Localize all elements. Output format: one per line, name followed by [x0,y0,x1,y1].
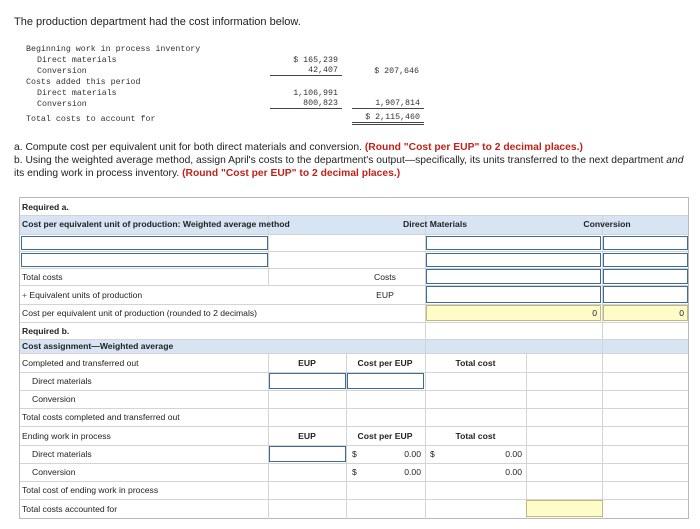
ewip-conv-total: 0.00 [505,467,522,477]
section-b-title: Cost assignment—Weighted average [22,341,174,351]
intro-text: The production department had the cost information below. [14,16,301,28]
bwip-dm-value: $ 165,239 [293,56,338,65]
conversion-column-header: Conversion [583,219,631,229]
instruction-b-rounding: (Round "Cost per EUP" to 2 decimal places.) [182,168,401,179]
bwip-dm-label: Direct materials [37,56,117,65]
dm-total-costs-input[interactable] [426,269,601,284]
completed-dm-label: Direct materials [32,376,92,386]
ewip-dm-label: Direct materials [32,449,92,459]
eup-row-label [22,290,142,301]
ending-wip-label: Ending work in process [22,431,111,441]
conv-blank-input-2[interactable] [603,253,688,267]
instructions [14,141,694,180]
completed-dm-cost-per-eup-input[interactable] [347,373,424,389]
ewip-total-cost-column-header: Total cost [455,431,496,441]
ewip-conv-cost-per-eup: 0.00 [404,467,421,477]
total-costs-label: Total costs to account for [26,115,156,124]
cost-per-eup-row-label: Cost per equivalent unit of production (rounded to 2 decimals) [22,308,258,318]
total-costs-row-label: Total costs [22,272,63,282]
instruction-b-part1: b. Using the weighted average method, assign April's costs to the department's output—specifically, its units transferred to the next department [14,155,664,166]
instruction-b-and: and [666,155,684,166]
total-costs-value: $ 2,115,460 [352,113,424,125]
dm-costs-label: Costs [374,272,396,282]
required-b-label: Required b. [22,326,70,336]
added-total: 1,907,814 [352,99,424,109]
eup-column-header: EUP [298,358,316,368]
required-a-label: Required a. [22,202,69,212]
ewip-cost-per-eup-column-header: Cost per EUP [357,431,413,441]
conv-eup-input[interactable] [603,286,688,303]
answer-table [19,197,689,519]
completed-conv-label: Conversion [32,394,76,404]
dm-eup-input[interactable] [426,286,601,303]
conv-blank-input-1[interactable] [603,236,688,250]
added-conv-value: 800,823 [270,99,342,109]
bwip-total: $ 207,646 [374,67,419,76]
instruction-a-rounding: (Round "Cost per EUP" to 2 decimal places.) [364,142,583,153]
ewip-conv-dollar: $ [352,467,357,477]
section-a-title: Cost per equivalent unit of production: Weighted average method [22,219,290,229]
ewip-dm-dollar-2: $ [430,449,435,459]
conv-total-costs-input[interactable] [603,269,688,284]
eup-row-text: Equivalent units of production [29,290,143,300]
instruction-b-part2: its ending work in process inventory. [14,168,180,179]
total-accounted-output [526,500,603,517]
completed-dm-eup-input[interactable] [269,373,346,389]
completed-transferred-label: Completed and transferred out [22,358,139,368]
divide-icon: + [22,290,28,300]
added-dm-label: Direct materials [37,89,117,98]
added-conv-label: Conversion [37,100,87,109]
cost-per-eup-column-header: Cost per EUP [357,358,413,368]
bwip-label: Beginning work in process inventory [26,45,201,54]
total-ewip-label: Total cost of ending work in process [22,485,159,495]
ewip-dm-eup-input[interactable] [269,446,346,462]
bwip-conv-value: 42,407 [270,66,342,76]
blank-label-input-2[interactable] [21,253,268,267]
added-label: Costs added this period [26,78,141,87]
dm-column-header: Direct Materials [402,219,467,229]
ewip-dm-dollar-1: $ [352,449,357,459]
total-accounted-label: Total costs accounted for [22,504,118,514]
ewip-eup-column-header: EUP [298,431,316,441]
ewip-dm-cost-per-eup: 0.00 [404,449,421,459]
ewip-dm-total: 0.00 [505,449,522,459]
added-dm-value: 1,106,991 [293,89,338,98]
dm-cost-per-eup-output: 0 [426,305,601,321]
conv-cost-per-eup-output: 0 [603,305,688,321]
bwip-conv-label: Conversion [37,67,87,76]
total-completed-label: Total costs completed and transferred out [22,412,180,422]
ewip-conv-label: Conversion [32,467,76,477]
instruction-a: a. Compute cost per equivalent unit for both direct materials and conversion. [14,142,362,153]
dm-eup-label: EUP [376,290,394,300]
dm-blank-input-2[interactable] [426,253,601,267]
blank-label-input-1[interactable] [21,236,268,250]
total-cost-column-header: Total cost [455,358,496,368]
dm-blank-input-1[interactable] [426,236,601,250]
